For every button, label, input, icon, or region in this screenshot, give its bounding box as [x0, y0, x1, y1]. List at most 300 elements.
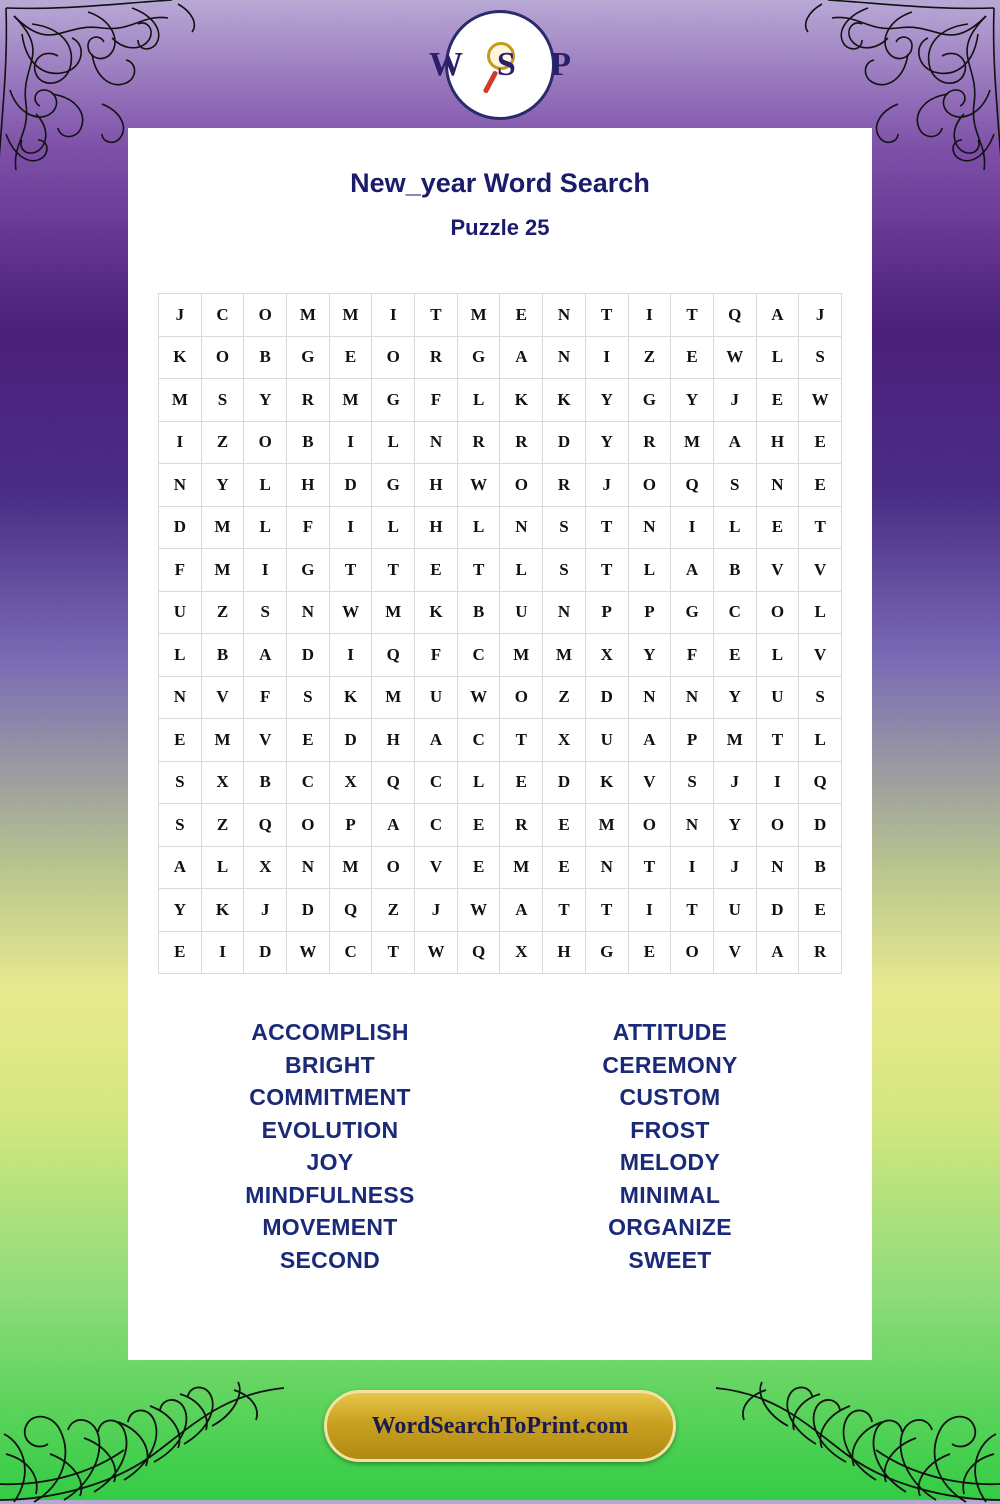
grid-cell: E — [543, 804, 586, 847]
grid-cell: B — [201, 634, 244, 677]
grid-cell: E — [628, 931, 671, 974]
logo-letters: W S P — [428, 46, 585, 83]
grid-cell: W — [713, 336, 756, 379]
word-list-item: ACCOMPLISH — [251, 1019, 409, 1045]
grid-cell: N — [159, 676, 202, 719]
grid-cell: O — [287, 804, 330, 847]
grid-cell: L — [500, 549, 543, 592]
grid-cell: C — [457, 719, 500, 762]
grid-cell: Q — [372, 634, 415, 677]
grid-cell: O — [628, 804, 671, 847]
grid-cell: B — [799, 846, 842, 889]
grid-cell: P — [628, 591, 671, 634]
grid-cell: G — [628, 379, 671, 422]
grid-cell: K — [329, 676, 372, 719]
grid-cell: Y — [671, 379, 714, 422]
grid-cell: R — [543, 464, 586, 507]
grid-cell: T — [415, 294, 458, 337]
grid-cell: M — [159, 379, 202, 422]
grid-cell: D — [329, 719, 372, 762]
word-list-column-left — [180, 1016, 480, 1276]
grid-cell: C — [287, 761, 330, 804]
grid-cell: S — [543, 506, 586, 549]
grid-cell: F — [671, 634, 714, 677]
grid-cell: G — [372, 379, 415, 422]
grid-cell: S — [799, 336, 842, 379]
grid-cell: E — [756, 379, 799, 422]
grid-cell: Z — [543, 676, 586, 719]
grid-cell: L — [372, 506, 415, 549]
word-list-item: MELODY — [619, 1149, 721, 1175]
page-title: New_year Word Search — [350, 168, 650, 198]
grid-row — [159, 379, 842, 422]
grid-cell: Y — [585, 379, 628, 422]
grid-cell: L — [756, 634, 799, 677]
grid-cell: B — [244, 761, 287, 804]
grid-cell: R — [500, 421, 543, 464]
grid-cell: K — [585, 761, 628, 804]
grid-cell: C — [415, 804, 458, 847]
grid-cell: T — [585, 506, 628, 549]
grid-cell: G — [287, 549, 330, 592]
grid-cell: T — [585, 549, 628, 592]
grid-cell: L — [372, 421, 415, 464]
grid-cell: E — [543, 846, 586, 889]
grid-cell: A — [713, 421, 756, 464]
grid-cell: W — [799, 379, 842, 422]
grid-cell: A — [500, 336, 543, 379]
grid-cell: R — [457, 421, 500, 464]
grid-cell: C — [329, 931, 372, 974]
grid-cell: L — [457, 379, 500, 422]
grid-cell: W — [415, 931, 458, 974]
grid-row — [159, 931, 842, 974]
grid-cell: M — [543, 634, 586, 677]
grid-cell: I — [628, 889, 671, 932]
grid-cell: S — [201, 379, 244, 422]
grid-cell: A — [628, 719, 671, 762]
grid-cell: W — [457, 676, 500, 719]
grid-cell: R — [415, 336, 458, 379]
grid-cell: M — [201, 549, 244, 592]
grid-cell: L — [244, 464, 287, 507]
grid-cell: J — [713, 379, 756, 422]
grid-cell: L — [799, 719, 842, 762]
grid-cell: P — [329, 804, 372, 847]
grid-cell: J — [713, 761, 756, 804]
grid-cell: V — [244, 719, 287, 762]
grid-cell: H — [415, 464, 458, 507]
grid-cell: F — [244, 676, 287, 719]
grid-cell: K — [201, 889, 244, 932]
grid-cell: L — [713, 506, 756, 549]
grid-cell: C — [457, 634, 500, 677]
grid-cell: Q — [244, 804, 287, 847]
grid-cell: T — [543, 889, 586, 932]
grid-cell: M — [585, 804, 628, 847]
grid-cell: D — [244, 931, 287, 974]
grid-cell: Q — [372, 761, 415, 804]
grid-cell: K — [500, 379, 543, 422]
letter-grid-table — [158, 293, 842, 974]
grid-cell: M — [201, 719, 244, 762]
grid-cell: S — [713, 464, 756, 507]
grid-cell: E — [713, 634, 756, 677]
grid-cell: L — [159, 634, 202, 677]
word-list-item: MOVEMENT — [262, 1214, 398, 1240]
word-list-item: SECOND — [279, 1246, 381, 1273]
grid-cell: T — [671, 889, 714, 932]
grid-cell: M — [201, 506, 244, 549]
word-list-item: MINIMAL — [619, 1181, 721, 1208]
grid-cell: L — [201, 846, 244, 889]
grid-cell: Q — [329, 889, 372, 932]
grid-cell: E — [415, 549, 458, 592]
grid-cell: E — [287, 719, 330, 762]
grid-cell: M — [329, 846, 372, 889]
grid-cell: N — [756, 464, 799, 507]
grid-cell: T — [671, 294, 714, 337]
grid-row — [159, 464, 842, 507]
grid-cell: A — [500, 889, 543, 932]
grid-cell: X — [585, 634, 628, 677]
grid-cell: T — [372, 931, 415, 974]
grid-cell: G — [457, 336, 500, 379]
grid-cell: V — [713, 931, 756, 974]
grid-cell: I — [628, 294, 671, 337]
grid-cell: M — [671, 421, 714, 464]
grid-cell: N — [671, 676, 714, 719]
grid-cell: D — [287, 889, 330, 932]
grid-cell: X — [543, 719, 586, 762]
grid-cell: A — [671, 549, 714, 592]
grid-cell: M — [372, 676, 415, 719]
grid-cell: N — [543, 591, 586, 634]
grid-cell: J — [713, 846, 756, 889]
grid-cell: D — [585, 676, 628, 719]
grid-cell: W — [329, 591, 372, 634]
site-badge[interactable] — [324, 1390, 676, 1462]
grid-cell: F — [415, 634, 458, 677]
grid-cell: H — [415, 506, 458, 549]
grid-cell: Z — [201, 804, 244, 847]
grid-cell: R — [628, 421, 671, 464]
word-list-item: JOY — [306, 1149, 354, 1175]
grid-cell: E — [159, 931, 202, 974]
grid-cell: K — [543, 379, 586, 422]
grid-cell: W — [287, 931, 330, 974]
grid-cell: N — [543, 294, 586, 337]
grid-cell: Q — [799, 761, 842, 804]
grid-cell: T — [329, 549, 372, 592]
site-logo — [428, 10, 585, 120]
grid-cell: G — [372, 464, 415, 507]
word-list-item: MINDFULNESS — [245, 1181, 415, 1208]
grid-cell: X — [500, 931, 543, 974]
grid-cell: I — [159, 421, 202, 464]
grid-cell: M — [329, 294, 372, 337]
grid-cell: I — [329, 506, 372, 549]
grid-cell: I — [244, 549, 287, 592]
word-list-item: CEREMONY — [602, 1051, 738, 1078]
grid-cell: S — [287, 676, 330, 719]
grid-cell: E — [500, 761, 543, 804]
grid-cell: B — [287, 421, 330, 464]
grid-cell: S — [799, 676, 842, 719]
word-list-item: BRIGHT — [285, 1051, 375, 1078]
grid-cell: D — [159, 506, 202, 549]
grid-cell: F — [415, 379, 458, 422]
grid-cell: O — [244, 294, 287, 337]
grid-cell: E — [799, 464, 842, 507]
grid-cell: Q — [457, 931, 500, 974]
grid-cell: I — [671, 506, 714, 549]
grid-cell: N — [671, 804, 714, 847]
grid-cell: T — [500, 719, 543, 762]
grid-cell: T — [799, 506, 842, 549]
grid-cell: N — [756, 846, 799, 889]
grid-cell: P — [671, 719, 714, 762]
grid-cell: O — [628, 464, 671, 507]
grid-cell: Z — [201, 421, 244, 464]
grid-cell: N — [159, 464, 202, 507]
grid-row — [159, 676, 842, 719]
grid-cell: D — [799, 804, 842, 847]
grid-row — [159, 634, 842, 677]
grid-cell: I — [329, 634, 372, 677]
word-list-item: FROST — [630, 1116, 710, 1143]
grid-cell: S — [244, 591, 287, 634]
grid-cell: U — [756, 676, 799, 719]
grid-cell: G — [671, 591, 714, 634]
grid-cell: V — [415, 846, 458, 889]
grid-cell: M — [500, 846, 543, 889]
grid-cell: S — [671, 761, 714, 804]
grid-cell: U — [159, 591, 202, 634]
grid-row — [159, 591, 842, 634]
grid-cell: A — [244, 634, 287, 677]
word-list-item: SWEET — [628, 1246, 712, 1273]
grid-cell: J — [244, 889, 287, 932]
grid-row — [159, 804, 842, 847]
grid-cell: T — [628, 846, 671, 889]
grid-cell: Q — [671, 464, 714, 507]
word-list-item: COMMITMENT — [249, 1084, 411, 1110]
grid-cell: O — [244, 421, 287, 464]
grid-cell: M — [457, 294, 500, 337]
grid-cell: Y — [244, 379, 287, 422]
grid-cell: E — [329, 336, 372, 379]
grid-cell: V — [201, 676, 244, 719]
grid-cell: H — [372, 719, 415, 762]
word-list-item: ORGANIZE — [608, 1214, 732, 1240]
grid-cell: X — [244, 846, 287, 889]
grid-cell: T — [585, 294, 628, 337]
word-list-item: EVOLUTION — [261, 1116, 399, 1143]
grid-cell: M — [287, 294, 330, 337]
grid-cell: K — [415, 591, 458, 634]
grid-row — [159, 719, 842, 762]
grid-cell: C — [201, 294, 244, 337]
grid-cell: N — [287, 846, 330, 889]
grid-cell: N — [543, 336, 586, 379]
grid-cell: D — [756, 889, 799, 932]
grid-cell: Y — [713, 676, 756, 719]
grid-cell: L — [457, 761, 500, 804]
grid-cell: A — [415, 719, 458, 762]
site-url-label: WordSearchToPrint.com — [371, 1412, 629, 1439]
grid-cell: M — [329, 379, 372, 422]
grid-cell: I — [372, 294, 415, 337]
grid-cell: I — [201, 931, 244, 974]
grid-cell: O — [500, 676, 543, 719]
grid-cell: M — [713, 719, 756, 762]
grid-cell: X — [201, 761, 244, 804]
grid-cell: R — [500, 804, 543, 847]
grid-cell: O — [756, 804, 799, 847]
grid-cell: L — [457, 506, 500, 549]
grid-cell: U — [585, 719, 628, 762]
grid-cell: T — [372, 549, 415, 592]
grid-cell: I — [756, 761, 799, 804]
grid-row — [159, 889, 842, 932]
grid-cell: E — [159, 719, 202, 762]
grid-cell: U — [415, 676, 458, 719]
grid-cell: O — [372, 336, 415, 379]
grid-cell: V — [628, 761, 671, 804]
grid-cell: U — [713, 889, 756, 932]
grid-cell: R — [799, 931, 842, 974]
grid-cell: N — [500, 506, 543, 549]
grid-cell: G — [287, 336, 330, 379]
grid-cell: N — [628, 676, 671, 719]
grid-row — [159, 846, 842, 889]
grid-cell: V — [799, 634, 842, 677]
grid-row — [159, 549, 842, 592]
grid-cell: P — [585, 591, 628, 634]
grid-cell: D — [543, 421, 586, 464]
grid-cell: E — [799, 889, 842, 932]
grid-cell: B — [457, 591, 500, 634]
grid-cell: C — [415, 761, 458, 804]
grid-cell: O — [756, 591, 799, 634]
grid-cell: H — [543, 931, 586, 974]
grid-cell: A — [159, 846, 202, 889]
grid-cell: Z — [628, 336, 671, 379]
grid-cell: Y — [585, 421, 628, 464]
grid-cell: K — [159, 336, 202, 379]
grid-cell: J — [585, 464, 628, 507]
grid-cell: E — [500, 294, 543, 337]
grid-row — [159, 506, 842, 549]
grid-cell: Y — [201, 464, 244, 507]
grid-cell: D — [329, 464, 372, 507]
puzzle-number: Puzzle 25 — [450, 215, 550, 240]
grid-cell: D — [287, 634, 330, 677]
word-list-column-right — [520, 1016, 820, 1276]
grid-cell: W — [457, 464, 500, 507]
grid-cell: S — [159, 761, 202, 804]
grid-cell: L — [799, 591, 842, 634]
grid-cell: O — [372, 846, 415, 889]
grid-cell: M — [372, 591, 415, 634]
grid-cell: B — [713, 549, 756, 592]
grid-cell: T — [585, 889, 628, 932]
grid-cell: V — [799, 549, 842, 592]
grid-cell: V — [756, 549, 799, 592]
grid-cell: Q — [713, 294, 756, 337]
grid-cell: S — [159, 804, 202, 847]
grid-cell: G — [585, 931, 628, 974]
grid-row — [159, 294, 842, 337]
grid-cell: N — [585, 846, 628, 889]
grid-cell: T — [756, 719, 799, 762]
grid-cell: H — [756, 421, 799, 464]
grid-cell: U — [500, 591, 543, 634]
grid-cell: Y — [159, 889, 202, 932]
grid-cell: H — [287, 464, 330, 507]
grid-cell: A — [756, 931, 799, 974]
grid-cell: S — [543, 549, 586, 592]
grid-cell: O — [201, 336, 244, 379]
grid-cell: X — [329, 761, 372, 804]
grid-cell: D — [543, 761, 586, 804]
grid-cell: F — [159, 549, 202, 592]
grid-cell: C — [713, 591, 756, 634]
grid-cell: N — [628, 506, 671, 549]
grid-cell: Y — [713, 804, 756, 847]
grid-cell: J — [159, 294, 202, 337]
grid-cell: Z — [372, 889, 415, 932]
grid-cell: N — [287, 591, 330, 634]
grid-cell: L — [756, 336, 799, 379]
grid-row — [159, 336, 842, 379]
grid-cell: R — [287, 379, 330, 422]
word-search-grid — [158, 293, 842, 974]
grid-row — [159, 761, 842, 804]
grid-cell: N — [415, 421, 458, 464]
grid-cell: E — [799, 421, 842, 464]
grid-cell: E — [671, 336, 714, 379]
grid-cell: O — [500, 464, 543, 507]
grid-cell: Z — [201, 591, 244, 634]
grid-row — [159, 421, 842, 464]
grid-cell: I — [585, 336, 628, 379]
puzzle-sheet — [128, 128, 872, 1360]
grid-cell: E — [457, 846, 500, 889]
word-list — [180, 1016, 820, 1276]
grid-cell: E — [756, 506, 799, 549]
grid-cell: A — [372, 804, 415, 847]
grid-cell: B — [244, 336, 287, 379]
word-list-item: ATTITUDE — [612, 1019, 728, 1045]
word-list-item: CUSTOM — [619, 1084, 721, 1110]
grid-cell: I — [329, 421, 372, 464]
grid-cell: T — [457, 549, 500, 592]
grid-cell: L — [628, 549, 671, 592]
grid-cell: I — [671, 846, 714, 889]
grid-cell: Y — [628, 634, 671, 677]
grid-cell: J — [415, 889, 458, 932]
grid-cell: J — [799, 294, 842, 337]
grid-cell: A — [756, 294, 799, 337]
grid-cell: W — [457, 889, 500, 932]
grid-cell: F — [287, 506, 330, 549]
grid-cell: L — [244, 506, 287, 549]
grid-cell: M — [500, 634, 543, 677]
grid-cell: O — [671, 931, 714, 974]
grid-cell: E — [457, 804, 500, 847]
